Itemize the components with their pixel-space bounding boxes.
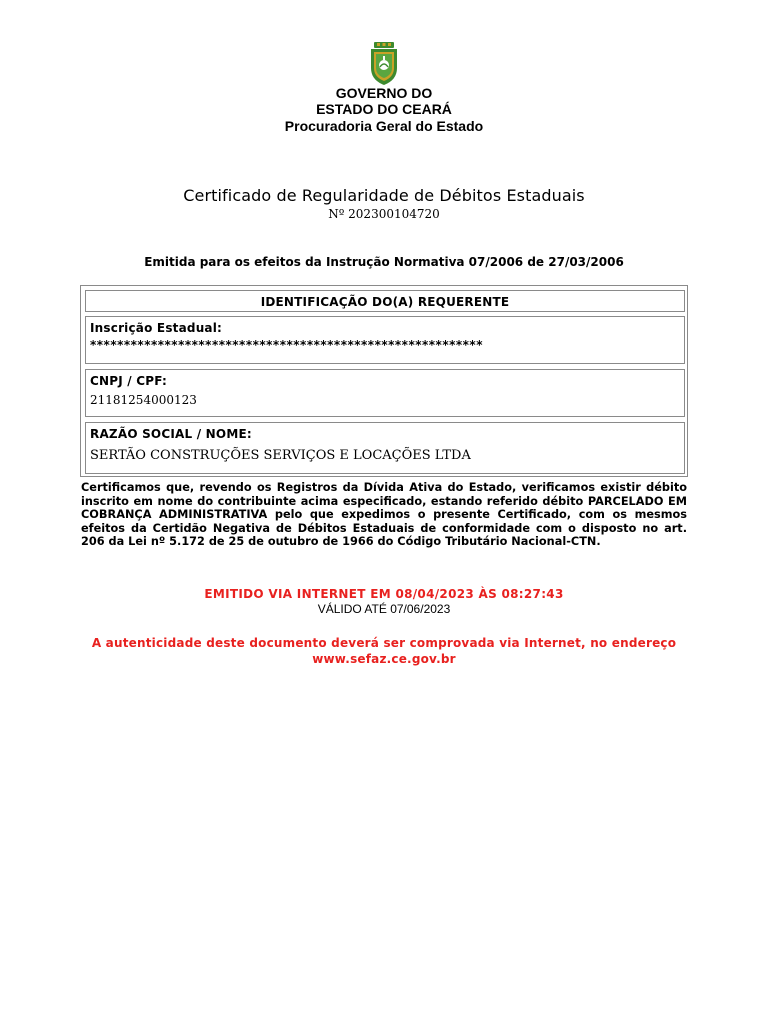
valid-until: VÁLIDO ATÉ 07/06/2023 xyxy=(317,602,451,616)
emitido-timestamp: EMITIDO VIA INTERNET EM 08/04/2023 ÀS 08:27:43 xyxy=(204,587,564,601)
identification-table xyxy=(80,285,688,477)
ceara-coat-of-arms-icon xyxy=(368,42,400,86)
cnpj-label: CNPJ / CPF: xyxy=(90,374,167,388)
header-line-procuradoria: Procuradoria Geral do Estado xyxy=(284,118,484,134)
razao-value: SERTÃO CONSTRUÇÕES SERVIÇOS E LOCAÇÕES LTDA xyxy=(90,448,471,463)
cnpj-value: 21181254000123 xyxy=(90,393,197,407)
emitida-statement: Emitida para os efeitos da Instrução Normativa 07/2006 de 27/03/2006 xyxy=(144,255,624,269)
header-line-governo: GOVERNO DO xyxy=(335,85,433,101)
inscricao-box xyxy=(85,316,685,364)
sefaz-url-link[interactable]: www.sefaz.ce.gov.br xyxy=(312,652,456,666)
certificate-number: Nº 202300104720 xyxy=(328,207,440,221)
identification-heading: IDENTIFICAÇÃO DO(A) REQUERENTE xyxy=(260,295,510,309)
inscricao-value: ********************************************************** xyxy=(90,338,483,352)
identification-heading-box xyxy=(85,290,685,312)
razao-box xyxy=(85,422,685,474)
certificate-title: Certificado de Regularidade de Débitos Estaduais xyxy=(183,186,585,205)
inscricao-label: Inscrição Estadual: xyxy=(90,321,223,335)
razao-label: RAZÃO SOCIAL / NOME: xyxy=(90,427,252,441)
authenticity-notice: A autenticidade deste documento deverá ser comprovada via Internet, no endereço xyxy=(91,636,677,650)
certification-paragraph: Certificamos que, revendo os Registros da Dívida Ativa do Estado, verificamos existir débito inscrito em nome do contribuinte acima especificado, estando referido débito PARCELADO EM COBRANÇA ADMINISTRATIVA pelo que expedimos o presente Certificado, com os mesmos efeitos da Certidão Negativa de Débitos Estaduais de conformidade com o disposto no art. 206 da Lei nº 5.172 de 25 de outubro de 1966 do Código Tributário Nacional-CTN. xyxy=(81,481,687,549)
header-line-estado: ESTADO DO CEARÁ xyxy=(316,101,452,117)
cnpj-box xyxy=(85,369,685,417)
